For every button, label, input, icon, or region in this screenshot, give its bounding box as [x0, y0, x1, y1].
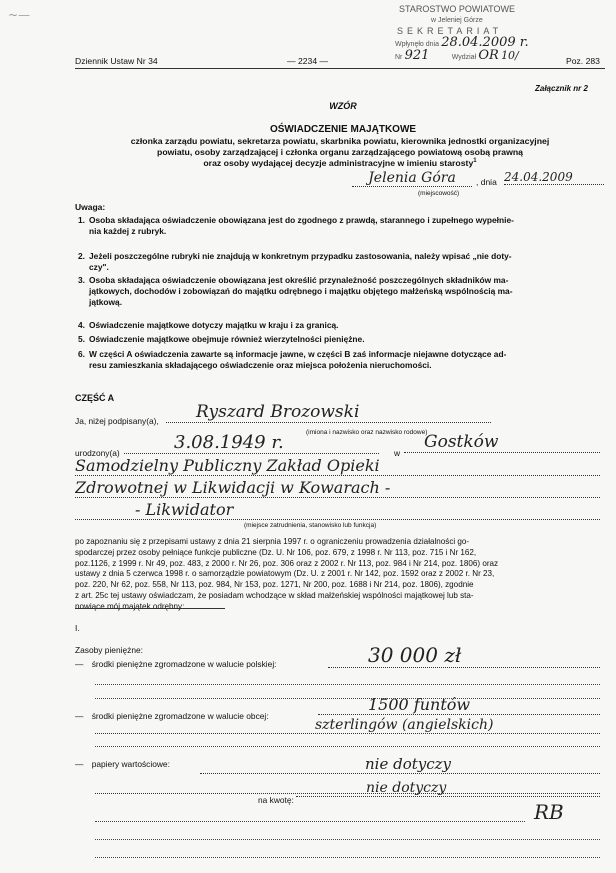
stamp-city: w Jeleniej Górze: [431, 17, 483, 24]
notes-label: Uwaga:: [75, 202, 106, 212]
born-place-value: Gostków: [404, 432, 600, 453]
header-rule: [75, 68, 605, 69]
section-roman: I.: [75, 623, 80, 633]
title-line-3: oraz osoby wydającej decyzje administracyjne w imieniu starosty$^1$: [203, 158, 477, 168]
securities-value: nie dotyczy: [200, 755, 600, 774]
securities-label: — papiery wartościowe:: [75, 759, 170, 769]
page-number: — 2234 —: [287, 56, 329, 66]
employer-caption: (miejsce zatrudnienia, stanowisko lub funkcja): [244, 522, 377, 529]
stamp-received-label: Wpłynęło dnia: [395, 41, 439, 48]
blank-line: [95, 857, 600, 858]
ja-label: Ja, niżej podpisany(a),: [75, 416, 159, 426]
employer-line-1: Samodzielny Publiczny Zakład Opieki: [75, 456, 600, 476]
born-label: urodzony(a): [75, 448, 120, 458]
margin-mark: ~—: [8, 8, 31, 22]
position-number: Poz. 283: [566, 56, 600, 66]
stamp-wydzial-label: Wydział: [451, 54, 477, 61]
title-line-1: członka zarządu powiatu, sekretarza powiatu, skarbnika powiatu, kierownika jednostki organizacyjnej: [130, 136, 550, 146]
title-line-2: powiatu, osoby zarządzającej i członka organu zarządzającego powiatową osobą prawną: [157, 147, 523, 157]
foreign-value-2: szterlingów (angielskich): [95, 717, 600, 734]
annex-label: Załącznik nr 2: [535, 84, 588, 93]
foreign-value-1: 1500 funtów: [318, 695, 600, 715]
foreign-label: — środki pieniężne zgromadzone w walucie obcej:: [75, 711, 269, 721]
blank-line: [95, 839, 600, 840]
stamp-dept: SEKRETARIAT: [397, 26, 503, 36]
page: ~— STAROSTWO POWIATOWE w Jeleniej Górze SEKRETARIAT Wpłynęło dnia 28.04.2009 r. Nr 921 Wydział OR 10/ Dziennik Ustaw Nr 34 — 2234 — Poz. 283 Załącznik nr 2 WZÓR OŚWIADCZENIE MAJĄTKOWE członka zarządu powiatu, sekretarza powiatu, skarbnika powiatu, kierownika jednostki organizacyjnej powiatu, osoby zarządzającej i członka organu zarządzającego powiatową osobą prawną oraz osoby wydającej decyzje administracyjne w imieniu starosty$^1$ Jelenia Góra , dnia 24.04.2009 (miejscowość) Uwaga: 1. Osoba składająca oświadczenie obowiązana jest do zgodnego z prawdą, starannego i zupełnego wypełnie- nia każdej z rubryk. 2. Jeżeli poszczególne rubryki nie znajdują w konkretnym przypadku zastosowania, należy wpisać „nie doty- czy". 3. Osoba składająca oświadczenie obowiązana jest określić przynależność poszczególnych składników ma- jątkowych, dochodów i zobowiązań do majątku odrębnego i majątku objętego małżeńską wspólnością ma- jątkową. 4. Oświadczenie majątkowe dotyczy majątku w kraju i za granicą. 5. Oświadczenie majątkowe obejmuje również wierzytelności pieniężne. 6. W części A oświadczenia zawarte są informacje jawne, w części B zaś informacje niejawne dotyczące ad- resu zamieszkania składającego oświadczenie oraz miejsca położenia nieruchomości. CZĘŚĆ A Ja, niżej podpisany(a), Ryszard Brozowski (imiona i nazwisko oraz nazwisko rodowe) urodzony(a) 3.08.1949 r. w Gostków Samodzielny Publiczny Zakład Opieki Zdrowotnej w Likwidacji w Kowarach - - Likwidator (miejsce zatrudnienia, stanowisko lub funkcja) po zapoznaniu się z przepisami ustawy z dnia 21 sierpnia 1997 r. o ograniczeniu prowadzenia działalności go- spodarczej przez osoby pełniące funkcje publiczne (Dz. U. Nr 106, poz. 679, z 1998 r. Nr 113, poz. 715 i Nr 162, poz.1126, z 1999 r. Nr 49, poz. 483, z 2000 r. Nr 26, poz. 306 oraz z 2002 r. Nr 113, poz. 984 i Nr 214, poz. 1806) oraz ustawy z dnia 5 czerwca 1998 r. o samorządzie powiatowym (Dz. U. z 2001 r. Nr 142, poz. 1592 oraz z 2002 r. Nr 23, poz. 220, Nr 62, poz. 558, Nr 113, poz. 984, Nr 153, poz. 1271, Nr 200, poz. 1688 i Nr 214, poz. 1806), zgodnie z art. 25c tej ustawy oświadczam, że posiadam wchodzące w skład małżeńskiej wspólności majątkowej lub sta- nowiące mój majątek odrębny: I. Zasoby pieniężne: — środki pieniężne zgromadzone w walucie polskiej: 30 000 zł — środki pieniężne zgromadzone w walucie obcej: 1500 funtów szterlingów (angielskich) — papiery wartościowe: nie dotyczy na kwotę: nie dotyczy RB: [0, 0, 616, 873]
stamp-office: STAROSTWO POWIATOWE: [399, 4, 515, 14]
born-date-value: 3.08.1949 r.: [124, 432, 379, 454]
stamp-wydzial-value: OR: [478, 48, 499, 63]
template-label: WZÓR: [329, 101, 357, 111]
stamp-no-value: 921: [404, 48, 430, 63]
place-value: Jelenia Góra: [352, 170, 472, 187]
pln-value: 30 000 zł: [328, 643, 600, 668]
pln-label: — środki pieniężne zgromadzone w walucie polskiej:: [75, 659, 277, 669]
legal-basis-paragraph: po zapoznaniu się z przepisami ustawy z dnia 21 sierpnia 1997 r. o ograniczeniu prowadzenia działalności go- spodarczej przez osoby pełniące funkcje publiczne (Dz. U. Nr 106, poz. 679, z 1998 r. Nr 113, poz. 715 i Nr 162, poz.1126, z 1999 r. Nr 49, poz. 483, z 2000 r. Nr 26, poz. 306 oraz z 2002 r. Nr 113, poz. 984 i Nr 214, poz. 1806) oraz ustawy z dnia 5 czerwca 1998 r. o samorządzie powiatowym (Dz. U. z 2001 r. Nr 142, poz. 1592 oraz z 2002 r. Nr 23, poz. 220, Nr 62, poz. 558, Nr 113, poz. 984, Nr 153, poz. 1271, Nr 200, poz. 1688 i Nr 214, poz. 1806), zgodnie z art. 25c tej ustawy oświadczam, że posiadam wchodzące w skład małżeńskiej wspólności majątkowej lub sta- nowiące mój majątek odrębny:: [75, 537, 499, 611]
date-label: , dnia: [476, 177, 497, 187]
w-label: w: [394, 448, 401, 458]
blank-line: [95, 746, 600, 747]
zasoby-label: Zasoby pieniężne:: [75, 645, 143, 655]
journal-title: Dziennik Ustaw Nr 34: [75, 56, 158, 66]
document-title: OŚWIADCZENIE MAJĄTKOWE: [269, 124, 417, 135]
kwota-label: na kwotę:: [258, 795, 294, 805]
blank-line: [95, 684, 600, 685]
employer-line-2: Zdrowotnej w Likwidacji w Kowarach -: [75, 478, 600, 498]
part-a-heading: CZĘŚĆ A: [75, 393, 115, 403]
name-value: Ryszard Brozowski: [166, 402, 491, 423]
stamp-received-value: 28.04.2009 r.: [441, 35, 529, 50]
registry-stamp: [395, 4, 605, 63]
name-caption: (imiona i nazwisko oraz nazwisko rodowe): [306, 429, 428, 436]
stamp-no-label: Nr: [395, 54, 403, 61]
date-value: 24.04.2009: [504, 170, 604, 185]
initials: RB: [534, 800, 564, 824]
blank-line: [95, 821, 525, 822]
place-caption: (miejscowość): [418, 190, 460, 197]
kwota-value: nie dotyczy: [296, 780, 600, 797]
stamp-suffix: 10/: [501, 49, 519, 62]
underline-stroke: [75, 608, 225, 609]
employer-line-3: - Likwidator: [75, 500, 600, 520]
